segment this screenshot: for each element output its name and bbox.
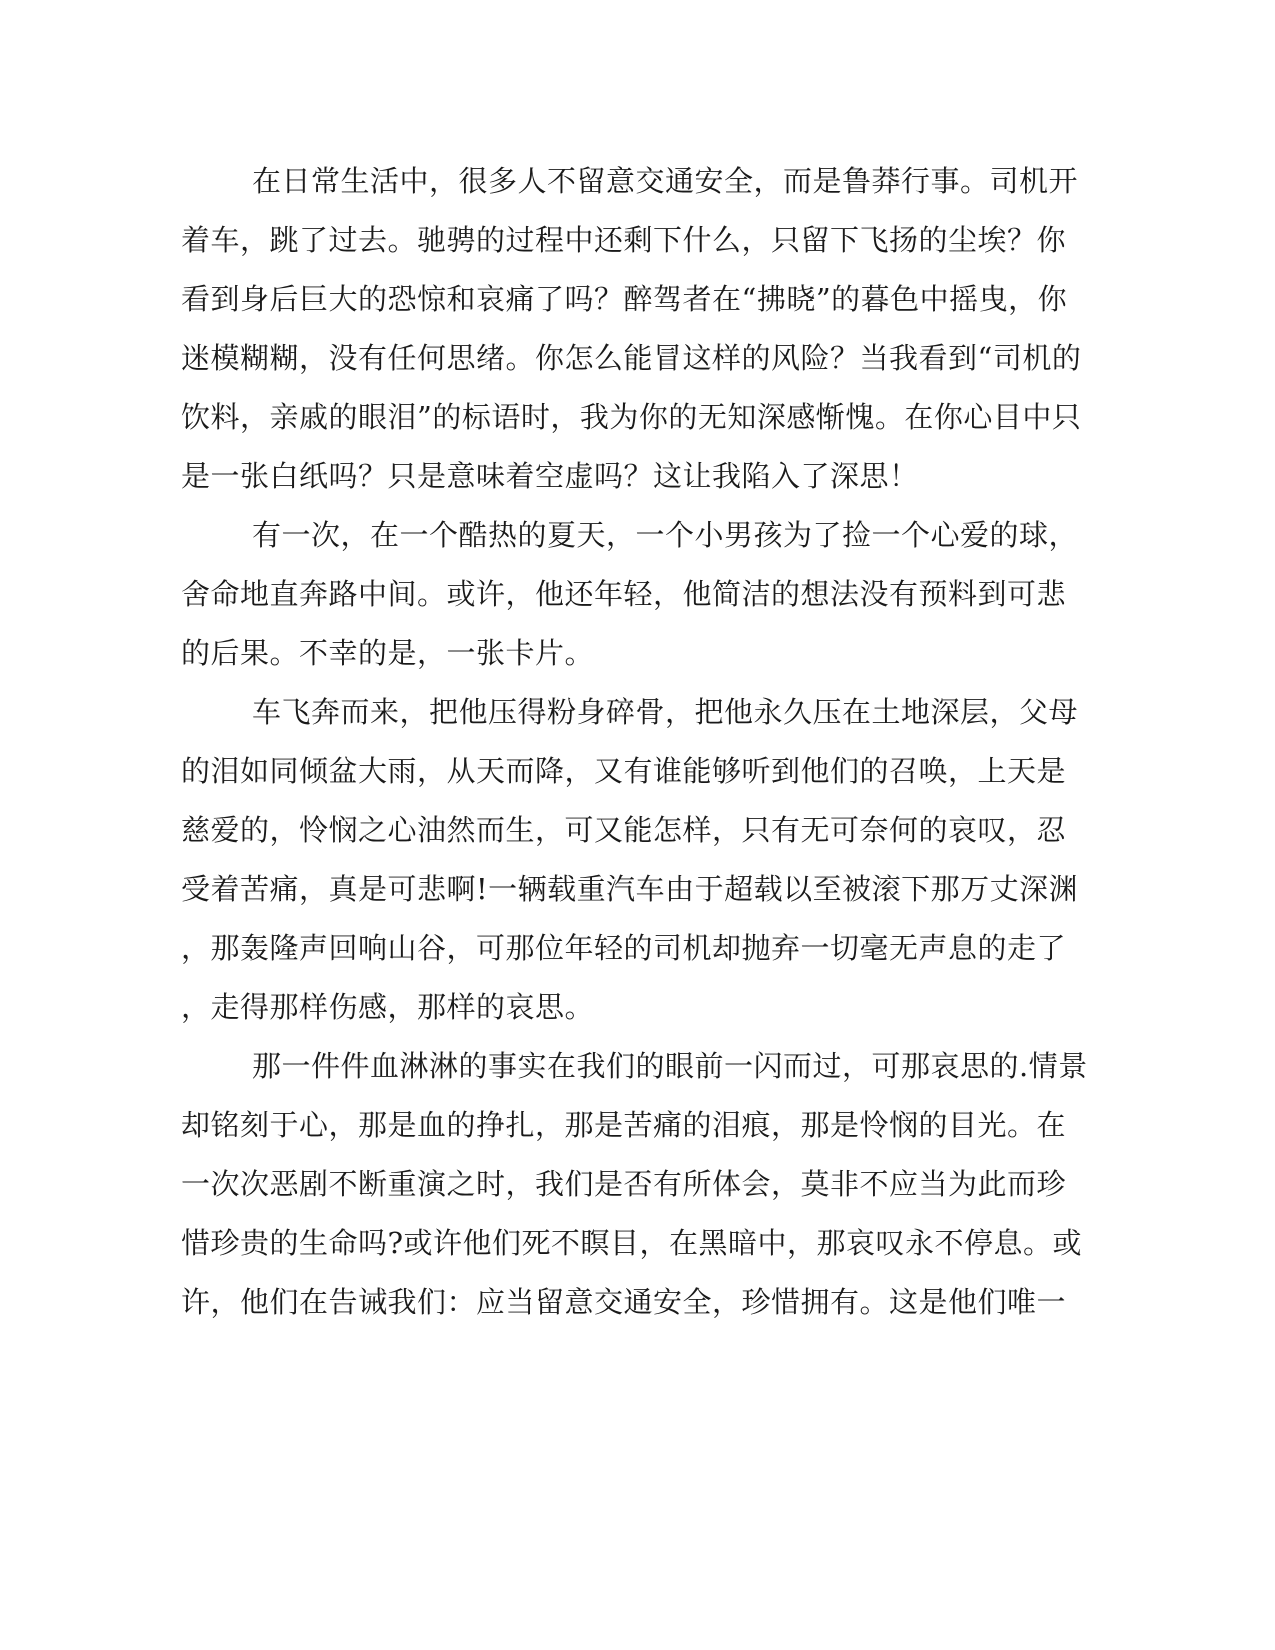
text-line: 车飞奔而来，把他压得粉身碎骨，把他永久压在土地深层，父母 [252, 695, 1079, 729]
text-line: 的后果。不幸的是，一张卡片。 [181, 636, 595, 670]
text-line: 慈爱的，怜悯之心油然而生，可又能怎样，只有无可奈何的哀叹，忍 [181, 813, 1067, 847]
text-line: 看到身后巨大的恐惊和哀痛了吗？醉驾者在“拂晓”的暮色中摇曳，你 [181, 282, 1068, 316]
text-line: 迷模糊糊，没有任何思绪。你怎么能冒这样的风险？当我看到“司机的 [181, 341, 1082, 375]
text-line: 受着苦痛，真是可悲啊!一辆载重汽车由于超载以至被滚下那万丈深渊 [181, 872, 1079, 906]
text-line: 的泪如同倾盆大雨，从天而降，又有谁能够听到他们的召唤，上天是 [181, 754, 1067, 788]
text-line: 那一件件血淋淋的事实在我们的眼前一闪而过，可那哀思的.情景 [252, 1049, 1088, 1083]
text-line: 着车，跳了过去。驰骋的过程中还剩下什么，只留下飞扬的尘埃？你 [181, 223, 1067, 257]
text-line: ，走得那样伤感，那样的哀思。 [181, 990, 595, 1024]
text-line: 饮料，亲戚的眼泪”的标语时，我为你的无知深感惭愧。在你心目中只 [181, 400, 1082, 434]
text-line: 是一张白纸吗？只是意味着空虚吗？这让我陷入了深思！ [181, 459, 919, 493]
text-line: 一次次恶剧不断重演之时，我们是否有所体会，莫非不应当为此而珍 [181, 1167, 1067, 1201]
text-line: 许，他们在告诫我们：应当留意交通安全，珍惜拥有。这是他们唯一 [181, 1285, 1067, 1319]
text-line: 惜珍贵的生命吗?或许他们死不瞑目，在黑暗中，那哀叹永不停息。或 [181, 1226, 1083, 1260]
text-line: 却铭刻于心，那是血的挣扎，那是苦痛的泪痕，那是怜悯的目光。在 [181, 1108, 1067, 1142]
text-line: 在日常生活中，很多人不留意交通安全，而是鲁莽行事。司机开 [252, 164, 1079, 198]
text-line: 舍命地直奔路中间。或许，他还年轻，他简洁的想法没有预料到可悲 [181, 577, 1067, 611]
text-line: ，那轰隆声回响山谷，可那位年轻的司机却抛弃一切毫无声息的走了 [181, 931, 1067, 965]
text-line: 有一次，在一个酷热的夏天，一个小男孩为了捡一个心爱的球， [252, 518, 1079, 552]
